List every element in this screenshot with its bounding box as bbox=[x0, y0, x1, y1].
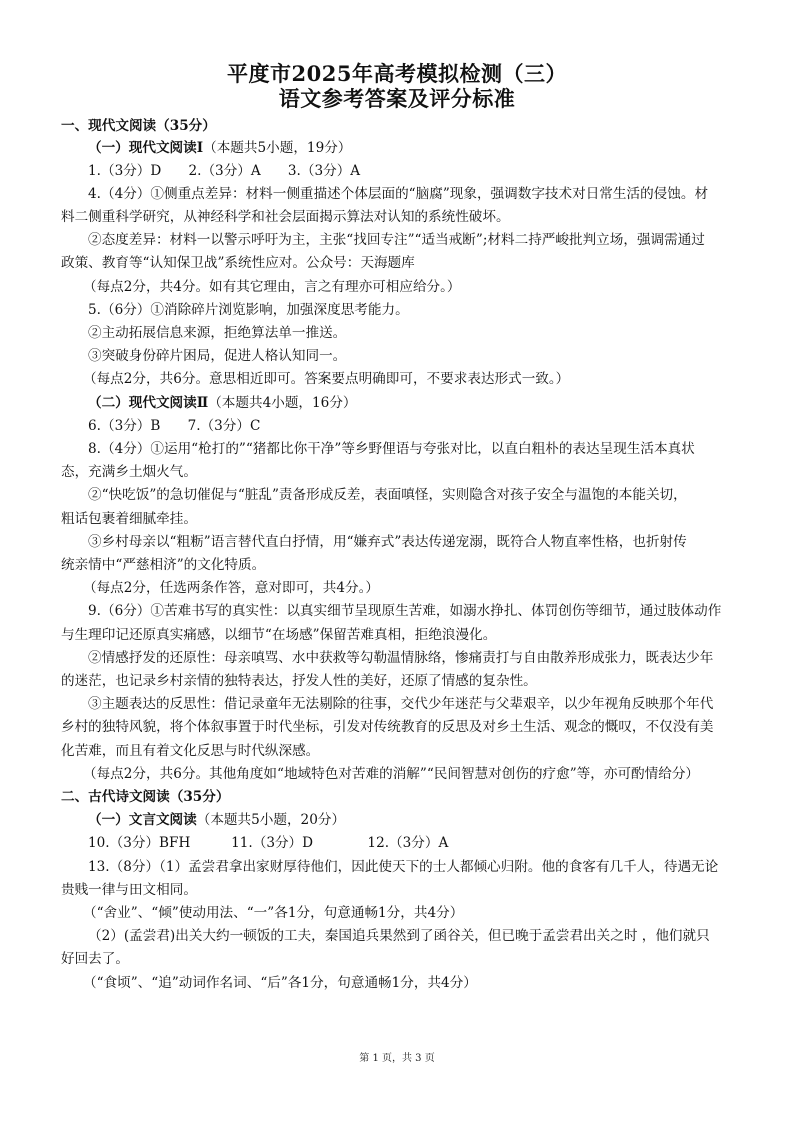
section-heading-modern-reading: 一、现代文阅读（35分） bbox=[61, 118, 216, 134]
answer-q9-line: 9.（6分）①苦难书写的真实性：以真实细节呈现原生苦难，如溺水挣扎、体罚创伤等细节，通过肢体动作 bbox=[88, 603, 722, 619]
subsection-note: （本题共4小题，16分） bbox=[208, 395, 357, 411]
answer-q4-line: 4.（4分）①侧重点差异：材料一侧重描述个体层面的“脑腐”现象，强调数字技术对日常生活的侵蚀。材 bbox=[88, 186, 709, 202]
subsection-classical-prose bbox=[88, 811, 345, 829]
answer-q9-line: 的迷茫，也记录乡村亲情的独特表达，抒发人性的美好，还原了情感的复杂性。 bbox=[61, 673, 537, 689]
answer-q1-3: 1.（3分）D 2.（3分）A 3.（3分）A bbox=[88, 163, 361, 179]
scoring-note-q13-1: （“舍业”、“倾”使动用法、“一”各1分，句意通畅1分，共4分） bbox=[83, 905, 464, 921]
answer-q9-line: 化苦难，而且有着文化反思与时代纵深感。 bbox=[61, 743, 320, 759]
subsection-note: （本题共5小题，19分） bbox=[203, 140, 352, 156]
scoring-note-q13-2: （“食顷”、“追”动词作名词、“后”各1分，句意通畅1分，共4分） bbox=[83, 975, 477, 991]
answer-q4-line: 料二侧重科学研究，从神经科学和社会层面揭示算法对认知的系统性破坏。 bbox=[61, 209, 510, 225]
answer-q8-line: ③乡村母亲以“粗粝”语言替代直白抒情，用“嫌弃式”表达传递宠溺，既符合人物直率性格，也折射传 bbox=[88, 534, 687, 550]
subsection-label: （一）文言文阅读 bbox=[88, 812, 197, 828]
answer-q13-line: 好回去了。 bbox=[61, 951, 129, 967]
scoring-note-q5: （每点2分，共6分。意思相近即可。答案要点明确即可，不要求表达形式一致。） bbox=[83, 371, 570, 387]
subsection-modern-reading-1 bbox=[88, 139, 351, 157]
scoring-note-q9: （每点2分，共6分。其他角度如“地域特色对苦难的消解”“民间智慧对创伤的疗愈”等，亦可酌情给分） bbox=[83, 766, 700, 782]
page-number: 第 1 页，共 3 页 bbox=[359, 1053, 435, 1064]
answer-q8-line: 态，充满乡土烟火气。 bbox=[61, 464, 197, 480]
answer-q9-line: 乡村的独特风貌，将个体叙事置于时代坐标，引发对传统教育的反思及对乡土生活、观念的慨叹，不仅没有美 bbox=[61, 719, 714, 735]
subsection-label: （二）现代文阅读Ⅱ bbox=[88, 395, 209, 411]
page-title: 平度市2025年高考模拟检测（三） bbox=[227, 61, 567, 86]
scoring-note-q8: （每点2分，任选两条作答，意对即可，共4分。） bbox=[83, 580, 379, 596]
answer-q6-7: 6.（3分）B 7.（3分）C bbox=[88, 418, 261, 434]
answer-q9-line: ②情感抒发的还原性：母亲嗔骂、水中获救等勾勒温情脉络，惨痛责打与自由散养形成张力，既表达少年 bbox=[88, 650, 714, 666]
answer-q13-line: （2）(孟尝君)出关大约一顿饭的工夫，秦国追兵果然到了函谷关，但已晚于孟尝君出关之时 ，他们就只 bbox=[88, 928, 710, 944]
answer-q8-line: 粗话包裹着细腻牵挂。 bbox=[61, 511, 197, 527]
answer-q5-line: ②主动拓展信息来源，拒绝算法单一推送。 bbox=[88, 325, 347, 341]
answer-q8-line: 8.（4分）①运用“枪打的”“猪都比你干净”等乡野俚语与夸张对比，以直白粗朴的表达呈现生活本真状 bbox=[88, 441, 695, 457]
answer-q5-line: 5.（6分）①消除碎片浏览影响，加强深度思考能力。 bbox=[88, 302, 409, 318]
answer-q13-line: 贵贱一律与田文相同。 bbox=[61, 882, 197, 898]
answer-q9-line: ③主题表达的反思性：借记录童年无法剔除的往事，交代少年迷茫与父辈艰辛，以少年视角反映那个年代 bbox=[88, 696, 714, 712]
answer-q8-line: ②“快吃饭”的急切催促与“脏乱”责备形成反差，表面嗔怪，实则隐含对孩子安全与温饱的本能关切， bbox=[88, 487, 687, 503]
subsection-modern-reading-2 bbox=[88, 394, 357, 412]
answer-q10-12: 10.（3分）BFH 11.（3分）D 12.（3分）A bbox=[88, 835, 449, 851]
subsection-note: （本题共5小题，20分） bbox=[196, 812, 346, 828]
page-subtitle: 语文参考答案及评分标准 bbox=[278, 86, 516, 111]
answer-q13-line: 13.（8分）（1）孟尝君拿出家财厚待他们，因此使天下的士人都倾心归附。他的食客有几千人，待遇无论 bbox=[88, 859, 719, 875]
answer-q4-line: ②态度差异：材料一以警示呼吁为主，主张“找回专注”“适当戒断”;材料二持严峻批判立场，强调需通过 bbox=[88, 232, 705, 248]
scoring-note-q4: （每点2分，共4分。如有其它理由，言之有理亦可相应给分。） bbox=[83, 279, 461, 295]
answer-q5-line: ③突破身份碎片困局，促进人格认知同一。 bbox=[88, 348, 347, 364]
subsection-label: （一）现代文阅读Ⅰ bbox=[88, 140, 204, 156]
answer-q9-line: 与生理印记还原真实痛感，以细节“在场感”保留苦难真相，拒绝浪漫化。 bbox=[61, 627, 497, 643]
section-heading-classical-reading: 二、古代诗文阅读（35分） bbox=[61, 789, 230, 805]
answer-q4-line: 政策、教育等“认知保卫战”系统性应对。公众号：天海题库 bbox=[61, 255, 415, 271]
answer-q8-line: 统亲情中“严慈相济”的文化特质。 bbox=[61, 557, 266, 573]
